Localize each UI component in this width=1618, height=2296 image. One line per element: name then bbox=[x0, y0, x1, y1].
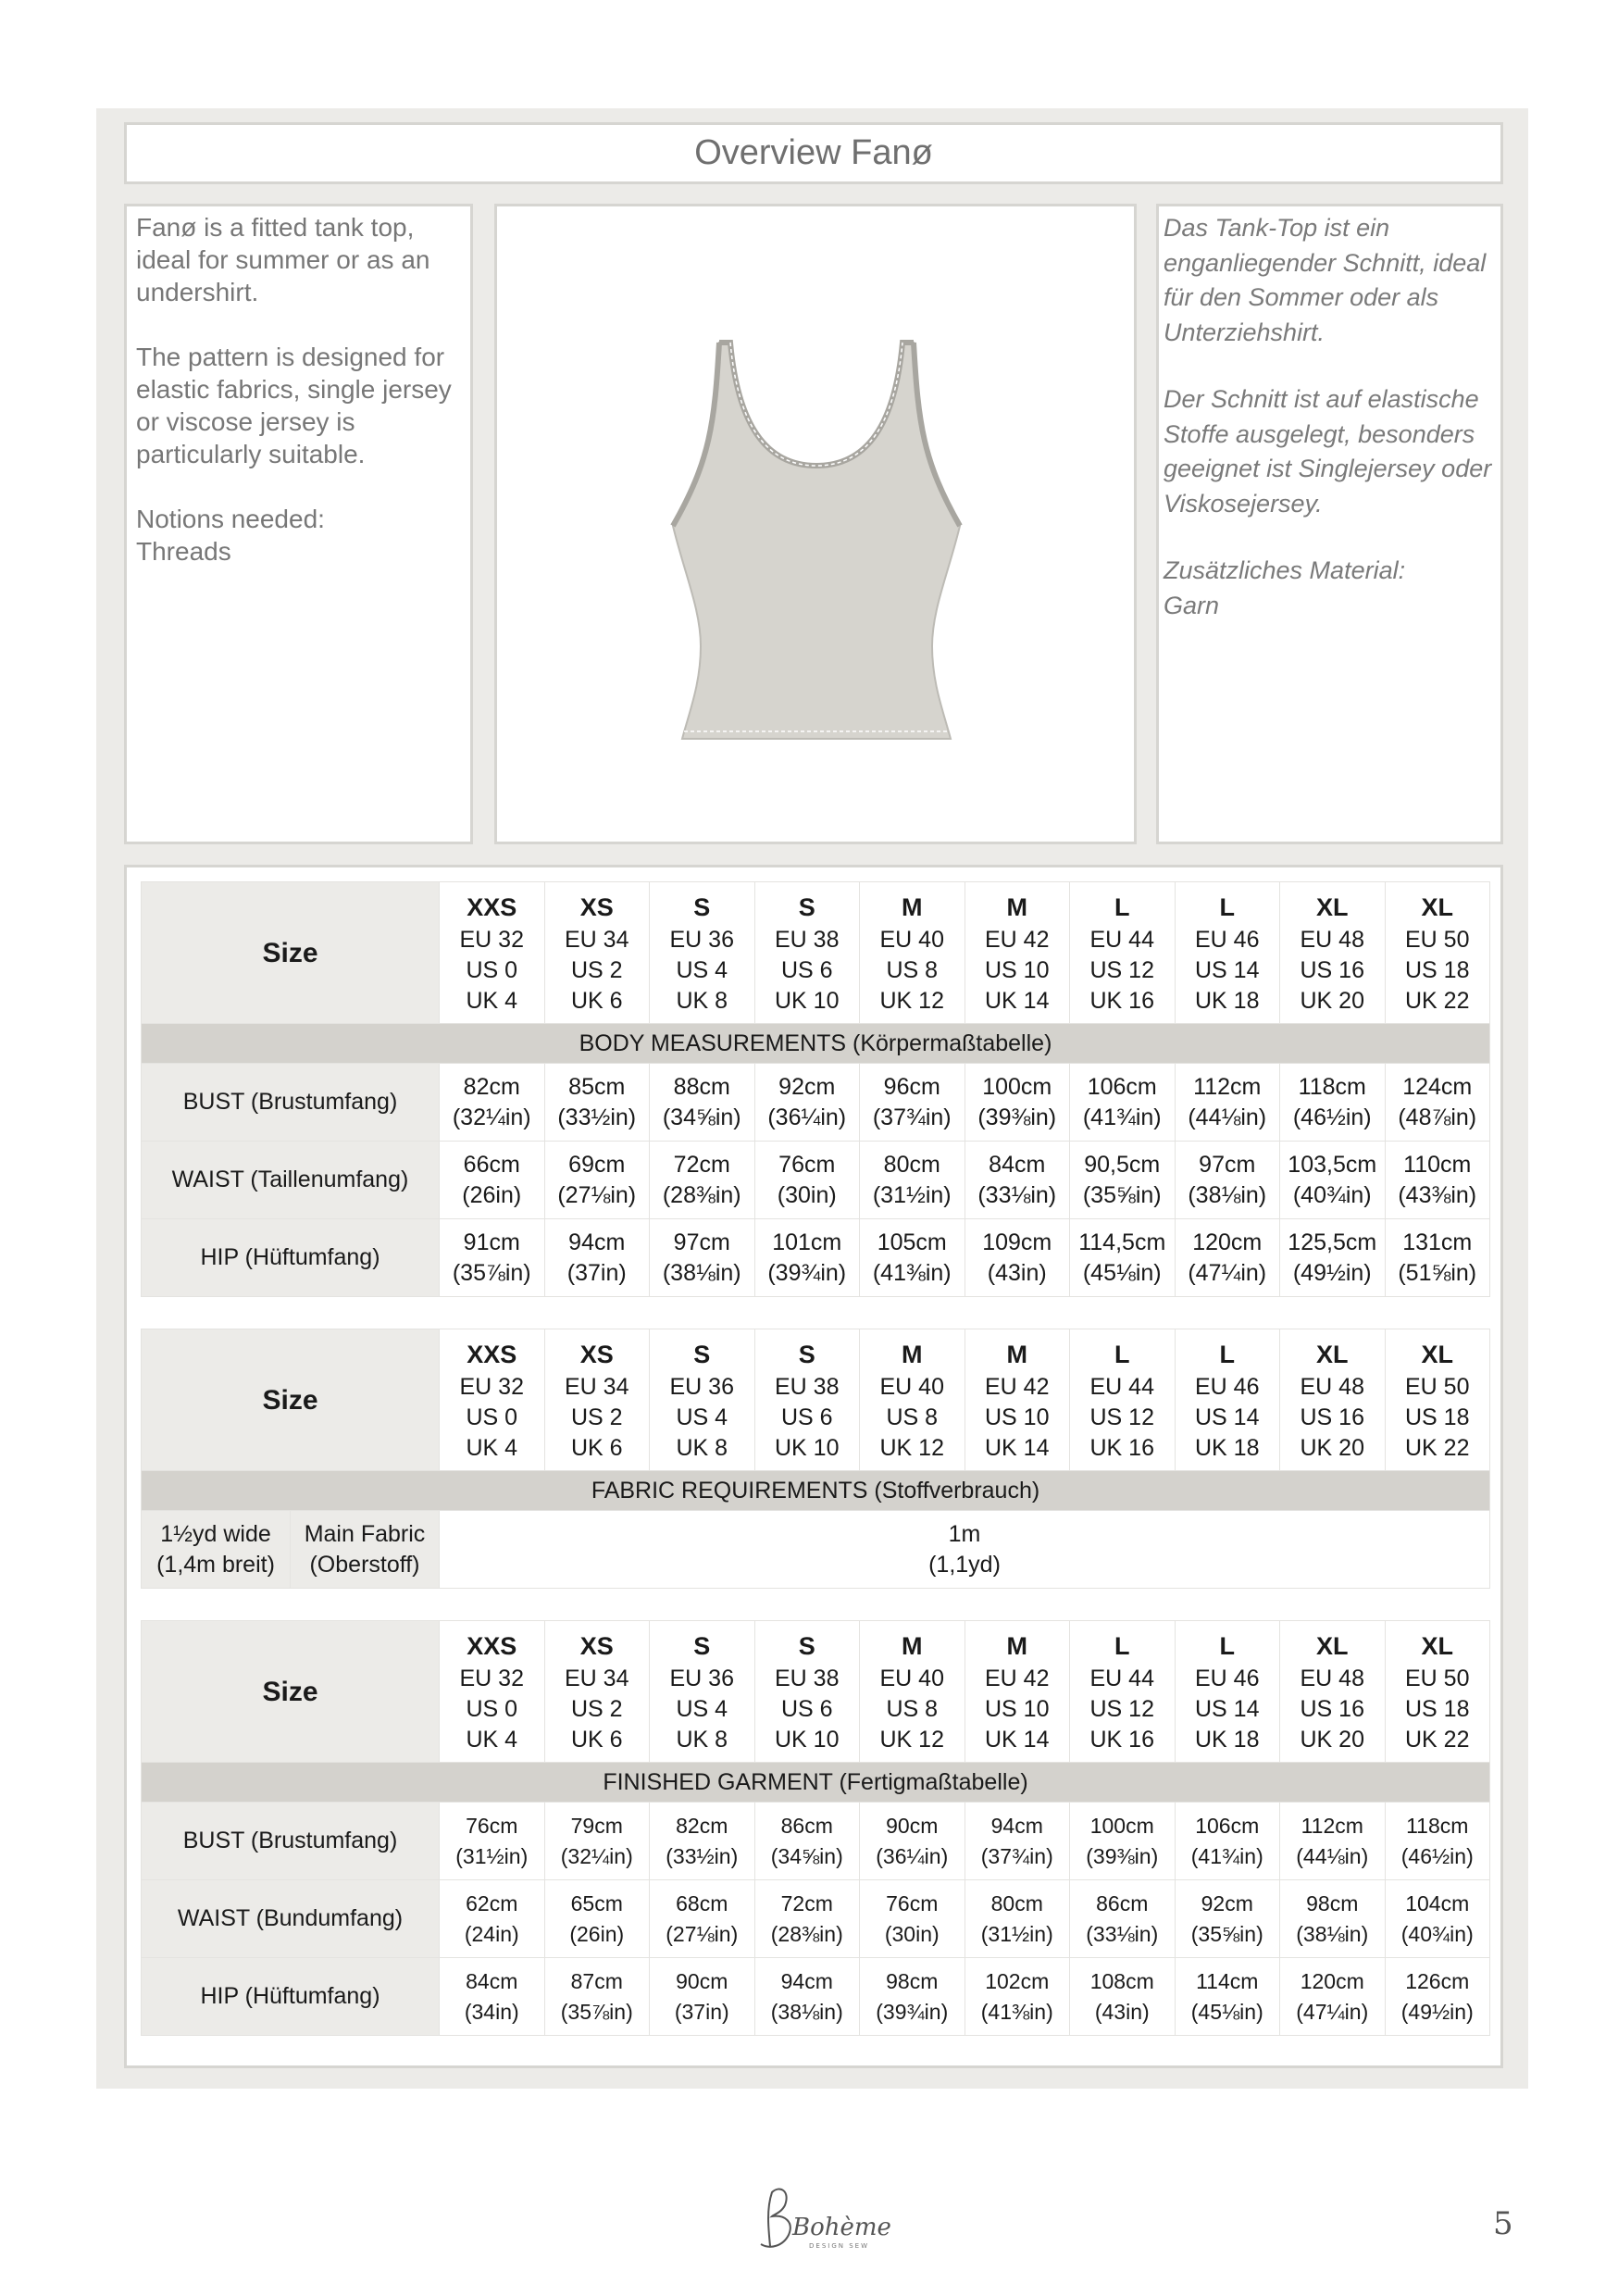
finished-hip-row bbox=[142, 1958, 1490, 2036]
finished-waist-row bbox=[142, 1880, 1490, 1958]
size-col: S EU 36 US 4 UK 8 bbox=[650, 882, 755, 1024]
size-col: M EU 42 US 10 UK 14 bbox=[965, 1329, 1070, 1471]
value-cell: 90cm (37in) bbox=[650, 1958, 755, 2036]
value-cell: 126cm (49½in) bbox=[1385, 1958, 1490, 2036]
value-cell: 92cm (35⅝in) bbox=[1175, 1880, 1280, 1958]
desc-de-notions: Garn bbox=[1164, 591, 1220, 619]
value-cell: 76cm (31½in) bbox=[440, 1803, 545, 1880]
row-label: HIP (Hüftumfang) bbox=[142, 1219, 440, 1297]
overview-panel bbox=[96, 108, 1528, 2089]
size-col: XL EU 48 US 16 UK 20 bbox=[1280, 882, 1386, 1024]
value-cell: 69cm (27⅛in) bbox=[544, 1142, 650, 1219]
size-col: XXS EU 32 US 0 UK 4 bbox=[440, 882, 545, 1024]
value-cell: 112cm (44⅛in) bbox=[1280, 1803, 1386, 1880]
value-cell: 65cm (26in) bbox=[544, 1880, 650, 1958]
body-bust-row bbox=[142, 1064, 1490, 1142]
value-cell: 96cm (37¾in) bbox=[860, 1064, 965, 1142]
value-cell: 91cm (35⅞in) bbox=[440, 1219, 545, 1297]
value-cell: 104cm (40¾in) bbox=[1385, 1880, 1490, 1958]
value-cell: 114,5cm (45⅛in) bbox=[1070, 1219, 1176, 1297]
fabric-row bbox=[142, 1511, 1490, 1589]
value-cell: 101cm (39¾in) bbox=[754, 1219, 860, 1297]
value-cell: 100cm (39⅜in) bbox=[1070, 1803, 1176, 1880]
garment-illustration-box bbox=[494, 204, 1137, 844]
fabric-requirements-table bbox=[141, 1329, 1490, 1589]
value-cell: 118cm (46½in) bbox=[1385, 1803, 1490, 1880]
value-cell: 82cm (32¼in) bbox=[440, 1064, 545, 1142]
desc-en-intro: Fanø is a fitted tank top, ideal for summer or as an undershirt. bbox=[136, 213, 430, 306]
desc-en-fabric: The pattern is designed for elastic fabrics, single jersey or viscose jersey is particularly suitable. bbox=[136, 343, 452, 468]
value-cell: 118cm (46½in) bbox=[1280, 1064, 1386, 1142]
size-label: Size bbox=[142, 1329, 440, 1471]
size-col: XXS EU 32 US 0 UK 4 bbox=[440, 1329, 545, 1471]
value-cell: 106cm (41¾in) bbox=[1070, 1064, 1176, 1142]
body-measurements-table bbox=[141, 881, 1490, 1297]
desc-de-notions-label: Zusätzliches Material: bbox=[1164, 556, 1406, 584]
body-waist-row bbox=[142, 1142, 1490, 1219]
size-col: M EU 40 US 8 UK 12 bbox=[860, 1329, 965, 1471]
value-cell: 103,5cm (40¾in) bbox=[1280, 1142, 1386, 1219]
value-cell: 94cm (38⅛in) bbox=[754, 1958, 860, 2036]
value-cell: 105cm (41⅜in) bbox=[860, 1219, 965, 1297]
size-col: XS EU 34 US 2 UK 6 bbox=[544, 1621, 650, 1763]
logo-text: Bohème bbox=[792, 2214, 891, 2241]
value-cell: 97cm (38⅛in) bbox=[650, 1219, 755, 1297]
value-cell: 85cm (33½in) bbox=[544, 1064, 650, 1142]
value-cell: 62cm (24in) bbox=[440, 1880, 545, 1958]
size-header-row bbox=[142, 1621, 1490, 1763]
value-cell: 88cm (34⅝in) bbox=[650, 1064, 755, 1142]
value-cell: 124cm (48⅞in) bbox=[1385, 1064, 1490, 1142]
row-label: BUST (Brustumfang) bbox=[142, 1064, 440, 1142]
size-col: XS EU 34 US 2 UK 6 bbox=[544, 1329, 650, 1471]
size-col: M EU 40 US 8 UK 12 bbox=[860, 882, 965, 1024]
value-cell: 68cm (27⅛in) bbox=[650, 1880, 755, 1958]
size-label: Size bbox=[142, 882, 440, 1024]
size-col: XL EU 50 US 18 UK 22 bbox=[1385, 882, 1490, 1024]
size-header-row bbox=[142, 882, 1490, 1024]
page-number: 5 bbox=[1493, 2205, 1513, 2242]
value-cell: 66cm (26in) bbox=[440, 1142, 545, 1219]
value-cell: 112cm (44⅛in) bbox=[1175, 1064, 1280, 1142]
size-col: S EU 36 US 4 UK 8 bbox=[650, 1621, 755, 1763]
size-col: XL EU 48 US 16 UK 20 bbox=[1280, 1329, 1386, 1471]
size-label: Size bbox=[142, 1621, 440, 1763]
row-label: WAIST (Bundumfang) bbox=[142, 1880, 440, 1958]
value-cell: 76cm (30in) bbox=[754, 1142, 860, 1219]
size-col: M EU 40 US 8 UK 12 bbox=[860, 1621, 965, 1763]
size-col: XS EU 34 US 2 UK 6 bbox=[544, 882, 650, 1024]
size-col: L EU 46 US 14 UK 18 bbox=[1175, 1329, 1280, 1471]
size-col: XL EU 50 US 18 UK 22 bbox=[1385, 1329, 1490, 1471]
value-cell: 86cm (33⅛in) bbox=[1070, 1880, 1176, 1958]
size-col: S EU 36 US 4 UK 8 bbox=[650, 1329, 755, 1471]
size-tables bbox=[124, 865, 1503, 2068]
size-col: M EU 42 US 10 UK 14 bbox=[965, 882, 1070, 1024]
value-cell: 97cm (38⅛in) bbox=[1175, 1142, 1280, 1219]
boheme-logo bbox=[752, 2181, 891, 2265]
finished-garment-table bbox=[141, 1620, 1490, 2036]
body-measurements-banner: BODY MEASUREMENTS (Körpermaßtabelle) bbox=[142, 1024, 1490, 1064]
fabric-width-label: 1½yd wide (1,4m breit) bbox=[142, 1511, 291, 1589]
size-col: S EU 38 US 6 UK 10 bbox=[754, 1329, 860, 1471]
value-cell: 94cm (37¾in) bbox=[965, 1803, 1070, 1880]
desc-de-fabric: Der Schnitt ist auf elastische Stoffe ausgelegt, besonders geeignet ist Singlejersey oder Viskosejersey. bbox=[1164, 385, 1492, 518]
value-cell: 72cm (28⅜in) bbox=[754, 1880, 860, 1958]
value-cell: 76cm (30in) bbox=[860, 1880, 965, 1958]
value-cell: 80cm (31½in) bbox=[860, 1142, 965, 1219]
tank-top-illustration bbox=[654, 313, 978, 748]
finished-garment-banner: FINISHED GARMENT (Fertigmaßtabelle) bbox=[142, 1763, 1490, 1803]
logo-subtext: DESIGN SEW bbox=[809, 2242, 869, 2250]
value-cell: 90,5cm (35⅝in) bbox=[1070, 1142, 1176, 1219]
value-cell: 82cm (33½in) bbox=[650, 1803, 755, 1880]
size-col: XL EU 50 US 18 UK 22 bbox=[1385, 1621, 1490, 1763]
finished-bust-row bbox=[142, 1803, 1490, 1880]
row-label: WAIST (Taillenumfang) bbox=[142, 1142, 440, 1219]
value-cell: 109cm (43in) bbox=[965, 1219, 1070, 1297]
value-cell: 86cm (34⅝in) bbox=[754, 1803, 860, 1880]
value-cell: 84cm (34in) bbox=[440, 1958, 545, 2036]
size-col: M EU 42 US 10 UK 14 bbox=[965, 1621, 1070, 1763]
value-cell: 120cm (47¼in) bbox=[1175, 1219, 1280, 1297]
size-col: L EU 44 US 12 UK 16 bbox=[1070, 1621, 1176, 1763]
value-cell: 87cm (35⅞in) bbox=[544, 1958, 650, 2036]
value-cell: 120cm (47¼in) bbox=[1280, 1958, 1386, 2036]
value-cell: 100cm (39⅜in) bbox=[965, 1064, 1070, 1142]
value-cell: 125,5cm (49½in) bbox=[1280, 1219, 1386, 1297]
value-cell: 110cm (43⅜in) bbox=[1385, 1142, 1490, 1219]
description-german bbox=[1156, 204, 1503, 844]
desc-de-intro: Das Tank-Top ist ein enganliegender Schnitt, ideal für den Sommer oder als Unterziehshirt. bbox=[1164, 214, 1487, 346]
desc-en-notions: Threads bbox=[136, 537, 231, 566]
row-label: HIP (Hüftumfang) bbox=[142, 1958, 440, 2036]
page-title: Overview Fanø bbox=[694, 133, 933, 172]
row-label: BUST (Brustumfang) bbox=[142, 1803, 440, 1880]
value-cell: 114cm (45⅛in) bbox=[1175, 1958, 1280, 2036]
value-cell: 131cm (51⅝in) bbox=[1385, 1219, 1490, 1297]
value-cell: 72cm (28⅜in) bbox=[650, 1142, 755, 1219]
size-col: L EU 46 US 14 UK 18 bbox=[1175, 882, 1280, 1024]
size-col: L EU 44 US 12 UK 16 bbox=[1070, 1329, 1176, 1471]
value-cell: 92cm (36¼in) bbox=[754, 1064, 860, 1142]
size-col: S EU 38 US 6 UK 10 bbox=[754, 882, 860, 1024]
desc-en-notions-label: Notions needed: bbox=[136, 505, 325, 533]
value-cell: 108cm (43in) bbox=[1070, 1958, 1176, 2036]
description-english bbox=[124, 204, 473, 844]
value-cell: 80cm (31½in) bbox=[965, 1880, 1070, 1958]
fabric-requirements-banner: FABRIC REQUIREMENTS (Stoffverbrauch) bbox=[142, 1471, 1490, 1511]
fabric-type-label: Main Fabric (Oberstoff) bbox=[291, 1511, 440, 1589]
value-cell: 98cm (39¾in) bbox=[860, 1958, 965, 2036]
size-col: S EU 38 US 6 UK 10 bbox=[754, 1621, 860, 1763]
value-cell: 84cm (33⅛in) bbox=[965, 1142, 1070, 1219]
value-cell: 102cm (41⅜in) bbox=[965, 1958, 1070, 2036]
value-cell: 98cm (38⅛in) bbox=[1280, 1880, 1386, 1958]
title-box bbox=[124, 122, 1503, 184]
size-header-row bbox=[142, 1329, 1490, 1471]
value-cell: 90cm (36¼in) bbox=[860, 1803, 965, 1880]
size-col: L EU 44 US 12 UK 16 bbox=[1070, 882, 1176, 1024]
fabric-amount: 1m (1,1yd) bbox=[440, 1511, 1490, 1589]
size-col: L EU 46 US 14 UK 18 bbox=[1175, 1621, 1280, 1763]
body-hip-row bbox=[142, 1219, 1490, 1297]
value-cell: 106cm (41¾in) bbox=[1175, 1803, 1280, 1880]
value-cell: 94cm (37in) bbox=[544, 1219, 650, 1297]
size-col: XL EU 48 US 16 UK 20 bbox=[1280, 1621, 1386, 1763]
size-col: XXS EU 32 US 0 UK 4 bbox=[440, 1621, 545, 1763]
value-cell: 79cm (32¼in) bbox=[544, 1803, 650, 1880]
